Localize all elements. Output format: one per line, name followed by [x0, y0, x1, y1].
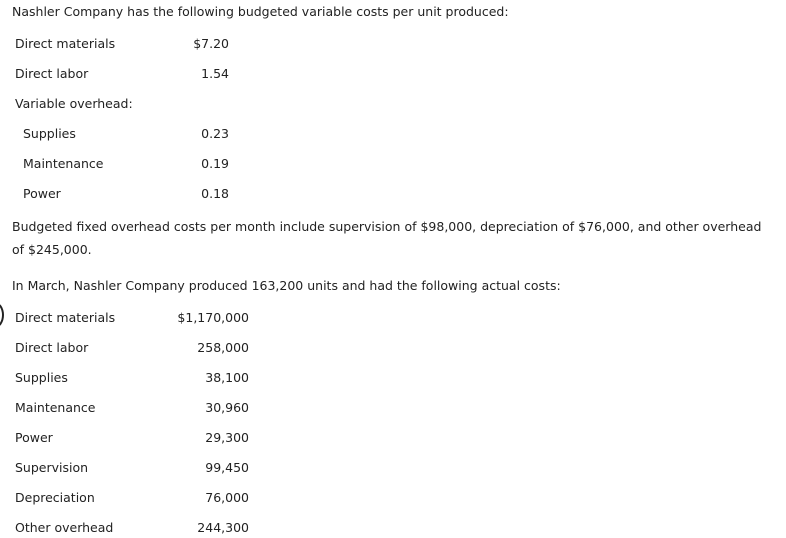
actual-value: 99,450: [205, 460, 249, 475]
budget-value-power: 0.18: [201, 186, 229, 201]
actual-label: Direct materials: [15, 310, 116, 325]
budget-label-direct-labor: Direct labor: [15, 66, 89, 81]
actual-row: [15, 308, 249, 328]
variable-overhead-heading: Variable overhead:: [15, 96, 133, 111]
budget-row-power: [23, 184, 229, 204]
budget-label-direct-materials: Direct materials: [15, 36, 116, 51]
actual-value: 76,000: [205, 490, 249, 505]
actual-value: 258,000: [197, 340, 249, 355]
budget-label-maintenance: Maintenance: [23, 156, 104, 171]
actual-row: [15, 518, 249, 538]
budget-value-direct-materials: $7.20: [193, 36, 229, 51]
budget-row-supplies: [23, 124, 229, 144]
actual-value: 38,100: [205, 370, 249, 385]
actual-row: [15, 428, 249, 448]
actual-value: 29,300: [205, 430, 249, 445]
actual-label: Other overhead: [15, 520, 114, 535]
actual-label: Direct labor: [15, 340, 89, 355]
budget-label-supplies: Supplies: [23, 126, 76, 141]
intro-text: Nashler Company has the following budgeted variable costs per unit produced:: [12, 4, 509, 19]
fixed-overhead-text: Budgeted fixed overhead costs per month include supervision of $98,000, depreciation of $76,000, and other overhead of $245,000.: [12, 219, 762, 257]
actual-label: Supplies: [15, 370, 68, 385]
actual-value: $1,170,000: [177, 310, 249, 325]
budget-row-variable-overhead: [15, 94, 229, 114]
budget-row-direct-materials: [15, 34, 229, 54]
march-text: In March, Nashler Company produced 163,200 units and had the following actual costs:: [12, 278, 561, 293]
budget-row-direct-labor: [15, 64, 229, 84]
actual-row: [15, 368, 249, 388]
actual-row: [15, 458, 249, 478]
budget-label-power: Power: [23, 186, 61, 201]
actual-value: 30,960: [205, 400, 249, 415]
budget-row-maintenance: [23, 154, 229, 174]
actual-value: 244,300: [197, 520, 249, 535]
actual-row: [15, 338, 249, 358]
budget-value-direct-labor: 1.54: [201, 66, 229, 81]
selection-marker-fragment: [0, 302, 4, 328]
budget-value-maintenance: 0.19: [201, 156, 229, 171]
actual-label: Maintenance: [15, 400, 96, 415]
actual-label: Power: [15, 430, 53, 445]
actual-label: Supervision: [15, 460, 89, 475]
actual-row: [15, 488, 249, 508]
actual-row: [15, 398, 249, 418]
actual-label: Depreciation: [15, 490, 95, 505]
budget-value-supplies: 0.23: [201, 126, 229, 141]
